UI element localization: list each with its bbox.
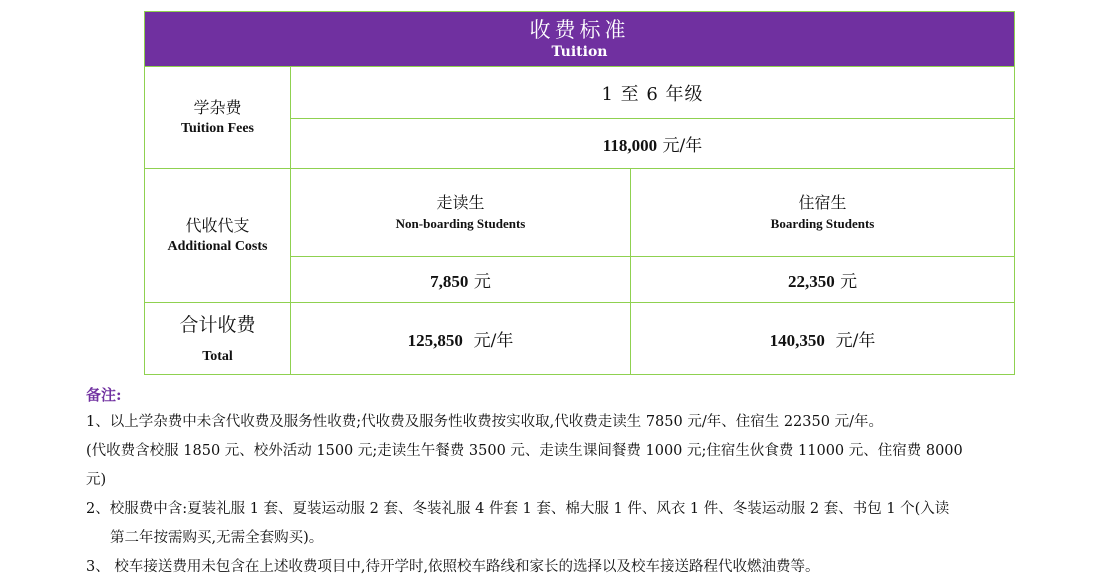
tuition-label-zh: 学杂费 bbox=[193, 97, 242, 117]
note-line-4: 2、校服费中含:夏装礼服 1 套、夏装运动服 2 套、冬装礼服 4 件套 1 套、棉大服 1 件、风衣 1 件、冬装运动服 2 套、书包 1 个(入读 bbox=[86, 501, 950, 517]
boarding-label-zh: 住宿生 bbox=[798, 192, 847, 212]
table-title-cell bbox=[145, 12, 1015, 67]
nonboarding-label-en: Non-boarding Students bbox=[395, 215, 526, 231]
total-label-en: Total bbox=[202, 348, 233, 364]
additional-costs-row bbox=[145, 169, 1015, 257]
boarding-total-cell bbox=[631, 303, 1015, 375]
nonboarding-total: 125,850 bbox=[407, 331, 463, 350]
note-line-6: 3、 校车接送费用未包含在上述收费项目中,待开学时,依照校车路线和家长的选择以及校车接送路程代收燃油费等。 bbox=[86, 559, 820, 575]
note-line-2: (代收费含校服 1850 元、校外活动 1500 元;走读生午餐费 3500 元、走读生课间餐费 1000 元;住宿生伙食费 11000 元、住宿费 8000 bbox=[86, 443, 963, 459]
fee-table bbox=[144, 11, 1015, 375]
tuition-label-en: Tuition Fees bbox=[181, 120, 254, 136]
boarding-header-cell bbox=[631, 169, 1015, 257]
notes-title: 备注: bbox=[86, 386, 122, 404]
table-header-row bbox=[145, 12, 1015, 67]
nonboarding-cost: 7,850 bbox=[430, 272, 469, 291]
boarding-label-en: Boarding Students bbox=[770, 215, 875, 231]
additional-label-zh: 代收代支 bbox=[185, 215, 250, 235]
notes-section bbox=[86, 382, 1076, 582]
tuition-amount: 118,000 bbox=[602, 136, 658, 155]
tuition-unit: 元/年 bbox=[657, 136, 703, 156]
nonboarding-label-zh: 走读生 bbox=[436, 192, 485, 212]
nonboarding-total-cell bbox=[291, 303, 631, 375]
note-line-5: 第二年按需购买,无需全套购买)。 bbox=[110, 530, 324, 546]
tuition-label-cell bbox=[145, 67, 291, 169]
total-row bbox=[145, 303, 1015, 375]
additional-label-en: Additional Costs bbox=[167, 238, 268, 254]
total-label-zh: 合计收费 bbox=[179, 313, 256, 336]
boarding-cost-cell bbox=[631, 257, 1015, 303]
grade-cell bbox=[291, 67, 1015, 119]
note-line-1: 1、以上学杂费中未含代收费及服务性收费;代收费及服务性收费按实收取,代收费走读生 7850 元/年、住宿生 22350 元/年。 bbox=[86, 414, 883, 430]
table-title-zh: 收费标准 bbox=[529, 18, 630, 42]
grade-text: 1 至 6 年级 bbox=[601, 83, 704, 105]
nonboarding-cost-unit: 元 bbox=[468, 272, 491, 292]
table-title-en: Tuition bbox=[551, 44, 608, 60]
boarding-total-unit: 元/年 bbox=[824, 331, 876, 351]
tuition-row bbox=[145, 67, 1015, 119]
tuition-amount-cell bbox=[291, 119, 1015, 169]
nonboarding-header-cell bbox=[291, 169, 631, 257]
nonboarding-cost-cell bbox=[291, 257, 631, 303]
boarding-cost-unit: 元 bbox=[834, 272, 858, 292]
total-label-cell bbox=[145, 303, 291, 375]
boarding-total: 140,350 bbox=[769, 331, 825, 350]
boarding-cost: 22,350 bbox=[787, 272, 835, 291]
additional-label-cell bbox=[145, 169, 291, 303]
note-line-3: 元) bbox=[86, 472, 107, 488]
nonboarding-total-unit: 元/年 bbox=[462, 331, 514, 351]
